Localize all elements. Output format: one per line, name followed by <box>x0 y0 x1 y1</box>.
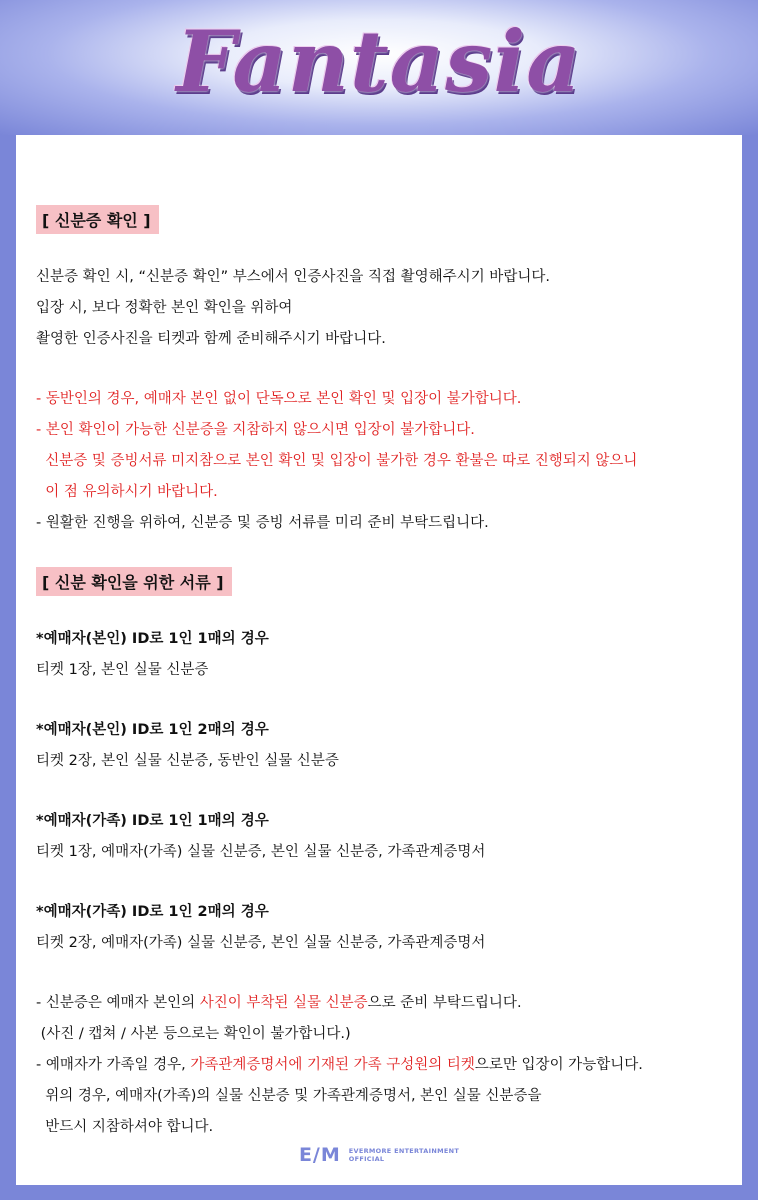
note-line: (사진 / 캡쳐 / 사본 등으로는 확인이 불가합니다.) <box>36 1026 351 1042</box>
case-docs: 티켓 1장, 본인 실물 신분증 <box>36 662 209 678</box>
note-line: 위의 경우, 예매자(가족)의 실물 신분증 및 가족관계증명서, 본인 실물 신분증을 <box>36 1088 542 1104</box>
evermore-logo-icon: E/M <box>298 1144 341 1166</box>
case-title: *예매자(가족) ID로 1인 1매의 경우 <box>36 813 269 829</box>
footer-label <box>349 1147 459 1163</box>
case-block <box>36 715 726 777</box>
section-heading-documents: [ 신분 확인을 위한 서류 ] <box>36 567 232 596</box>
intro-line: 입장 시, 보다 정확한 본인 확인을 위하여 <box>36 300 293 316</box>
case-docs: 티켓 1장, 예매자(가족) 실물 신분증, 본인 실물 신분증, 가족관계증명서 <box>36 844 486 860</box>
case-block <box>36 806 726 868</box>
footer-line2: OFFICIAL <box>348 1155 385 1163</box>
section-documents <box>36 567 726 1143</box>
fantasia-logo: Fantasia <box>176 12 582 111</box>
footer-line1: EVERMORE ENTERTAINMENT <box>348 1147 460 1155</box>
notice-content <box>36 205 726 1143</box>
case-title: *예매자(가족) ID로 1인 2매의 경우 <box>36 904 269 920</box>
intro-line: 신분증 확인 시, “신분증 확인” 부스에서 인증사진을 직접 촬영해주시기 바랍니다. <box>36 269 550 285</box>
warning-line: - 본인 확인이 가능한 신분증을 지참하지 않으시면 입장이 불가합니다. <box>36 422 475 438</box>
note-highlight: 가족관계증명서에 기재된 가족 구성원의 티켓 <box>190 1057 475 1073</box>
case-block <box>36 624 726 686</box>
warning-line: 신분증 및 증빙서류 미지참으로 본인 확인 및 입장이 불가한 경우 환불은 따로 진행되지 않으니 <box>36 453 638 469</box>
case-docs: 티켓 2장, 예매자(가족) 실물 신분증, 본인 실물 신분증, 가족관계증명서 <box>36 935 486 951</box>
note-line: 반드시 지참하셔야 합니다. <box>36 1119 214 1135</box>
case-title: *예매자(본인) ID로 1인 2매의 경우 <box>36 722 269 738</box>
header-banner <box>0 0 758 135</box>
footer-brand <box>16 1140 742 1170</box>
notice-panel <box>16 135 742 1185</box>
note-line: - 예매자가 가족일 경우, 가족관계증명서에 기재된 가족 구성원의 티켓으로만 입장이 가능합니다. <box>36 1057 643 1073</box>
note-line: - 신분증은 예매자 본인의 사진이 부착된 실물 신분증으로 준비 부탁드립니다. <box>36 995 522 1011</box>
note-line: - 원활한 진행을 위하여, 신분증 및 증빙 서류를 미리 준비 부탁드립니다. <box>36 515 489 531</box>
warning-line: 이 점 유의하시기 바랍니다. <box>36 484 218 500</box>
section-id-check <box>36 205 726 539</box>
note-highlight: 사진이 부착된 실물 신분증 <box>199 995 368 1011</box>
case-block <box>36 897 726 959</box>
case-title: *예매자(본인) ID로 1인 1매의 경우 <box>36 631 269 647</box>
section-heading-id-check: [ 신분증 확인 ] <box>36 205 159 234</box>
intro-line: 촬영한 인증사진을 티켓과 함께 준비해주시기 바랍니다. <box>36 331 386 347</box>
case-docs: 티켓 2장, 본인 실물 신분증, 동반인 실물 신분증 <box>36 753 339 769</box>
warning-line: - 동반인의 경우, 예매자 본인 없이 단독으로 본인 확인 및 입장이 불가합니다. <box>36 391 522 407</box>
